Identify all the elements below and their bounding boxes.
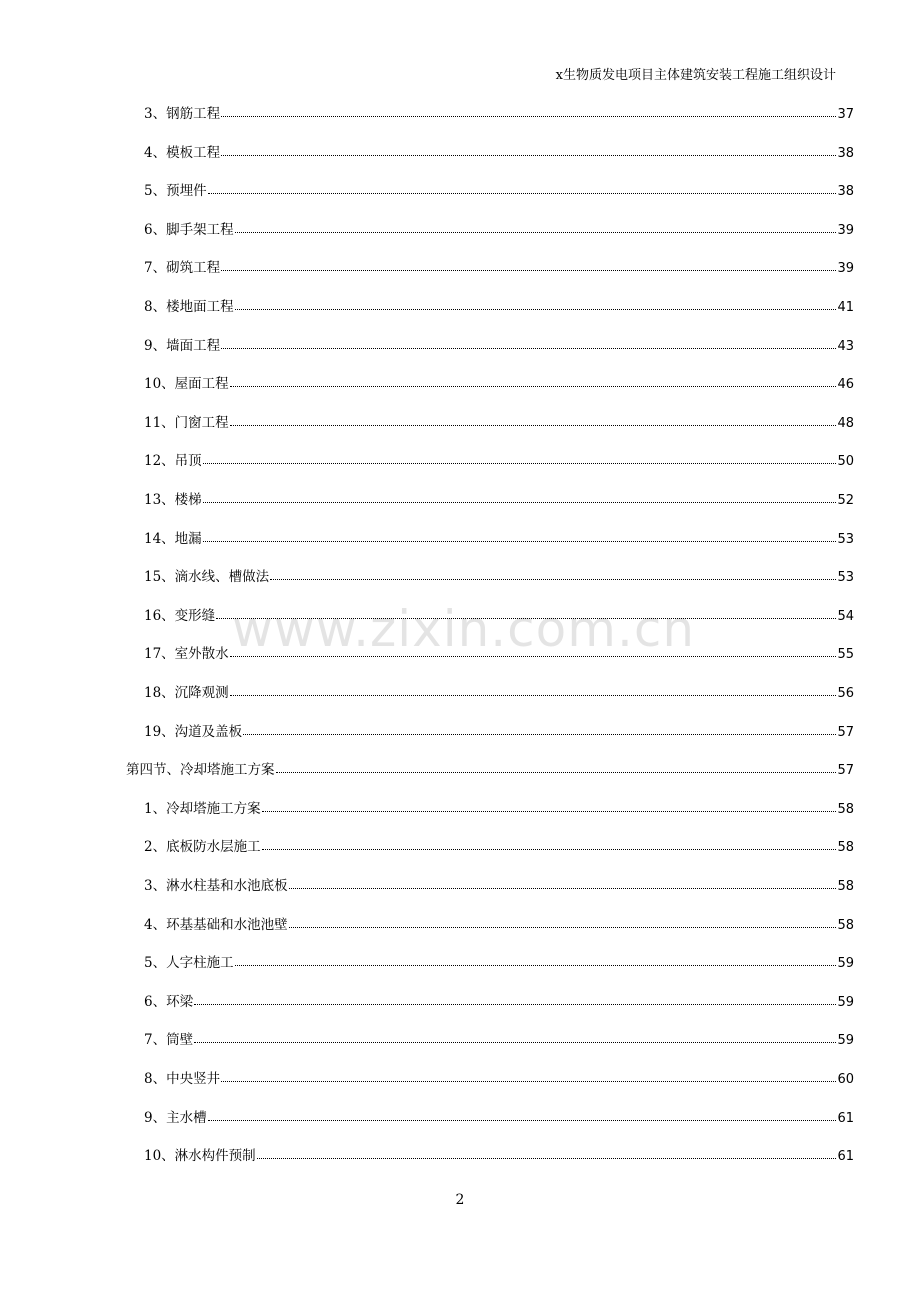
toc-entry-page-number: 61	[837, 1111, 854, 1126]
toc-entry-page-number: 55	[837, 647, 854, 662]
toc-dot-leader	[221, 270, 836, 271]
toc-entry-page-number: 43	[837, 339, 854, 354]
running-header: x生物质发电项目主体建筑安装工程施工组织设计	[555, 68, 836, 83]
toc-entry-page-number: 38	[837, 146, 854, 161]
toc-entry[interactable]	[144, 98, 854, 122]
toc-entry-page-number: 53	[837, 532, 854, 547]
toc-entry[interactable]	[144, 523, 854, 547]
toc-dot-leader	[289, 927, 837, 928]
toc-entry[interactable]	[144, 484, 854, 508]
toc-entry-page-number: 58	[837, 879, 854, 894]
toc-dot-leader	[221, 1081, 836, 1082]
toc-entry-page-number: 58	[837, 802, 854, 817]
toc-dot-leader	[208, 1120, 837, 1121]
toc-entry[interactable]	[144, 909, 854, 933]
toc-entry-page-number: 46	[837, 377, 854, 392]
toc-dot-leader	[262, 849, 837, 850]
toc-entry-title: 7、砌筑工程	[144, 260, 221, 276]
toc-entry-page-number: 59	[837, 956, 854, 971]
toc-entry-page-number: 39	[837, 223, 854, 238]
toc-section-entry[interactable]	[126, 754, 854, 778]
toc-entry-page-number: 53	[837, 570, 854, 585]
toc-dot-leader	[203, 463, 837, 464]
toc-entry-title: 6、环梁	[144, 994, 194, 1010]
toc-entry-title: 2、底板防水层施工	[144, 839, 261, 855]
toc-dot-leader	[230, 425, 837, 426]
toc-entry-title: 第四节、冷却塔施工方案	[126, 762, 275, 778]
toc-dot-leader	[276, 772, 837, 773]
toc-entry-page-number: 37	[837, 107, 854, 122]
toc-entry-title: 18、沉降观测	[144, 685, 229, 701]
toc-entry[interactable]	[144, 561, 854, 585]
toc-entry-page-number: 59	[837, 995, 854, 1010]
toc-dot-leader	[270, 579, 836, 580]
toc-entry-title: 7、筒壁	[144, 1032, 194, 1048]
toc-entry[interactable]	[144, 214, 854, 238]
toc-entry[interactable]	[144, 445, 854, 469]
toc-entry-page-number: 61	[837, 1149, 854, 1164]
toc-entry[interactable]	[144, 330, 854, 354]
toc-dot-leader	[230, 386, 837, 387]
toc-entry[interactable]	[144, 1063, 854, 1087]
toc-entry-title: 8、中央竖井	[144, 1071, 221, 1087]
toc-dot-leader	[257, 1158, 837, 1159]
toc-entry-title: 9、主水槽	[144, 1110, 207, 1126]
toc-entry[interactable]	[144, 677, 854, 701]
toc-entry-title: 3、钢筋工程	[144, 106, 221, 122]
toc-entry[interactable]	[144, 252, 854, 276]
toc-entry-page-number: 56	[837, 686, 854, 701]
toc-dot-leader	[208, 193, 837, 194]
toc-entry-title: 12、吊顶	[144, 453, 202, 469]
toc-entry-title: 6、脚手架工程	[144, 222, 234, 238]
toc-entry-title: 10、屋面工程	[144, 376, 229, 392]
toc-entry-title: 3、淋水柱基和水池底板	[144, 878, 288, 894]
toc-dot-leader	[203, 502, 837, 503]
toc-dot-leader	[235, 309, 837, 310]
page-number: 2	[455, 1192, 465, 1208]
toc-entry[interactable]	[144, 831, 854, 855]
toc-entry[interactable]	[144, 1140, 854, 1164]
toc-entry[interactable]	[144, 291, 854, 315]
toc-dot-leader	[243, 734, 836, 735]
toc-dot-leader	[194, 1042, 836, 1043]
toc-dot-leader	[230, 695, 837, 696]
toc-entry-title: 11、门窗工程	[144, 415, 229, 431]
toc-entry-title: 5、人字柱施工	[144, 955, 234, 971]
toc-dot-leader	[221, 155, 836, 156]
toc-entry-page-number: 57	[837, 763, 854, 778]
toc-dot-leader	[203, 541, 837, 542]
toc-dot-leader	[235, 232, 837, 233]
toc-dot-leader	[221, 348, 836, 349]
toc-dot-leader	[235, 965, 837, 966]
toc-dot-leader	[262, 811, 837, 812]
toc-entry-page-number: 48	[837, 416, 854, 431]
toc-entry-page-number: 58	[837, 918, 854, 933]
toc-entry-page-number: 39	[837, 261, 854, 276]
toc-entry-page-number: 38	[837, 184, 854, 199]
toc-entry-page-number: 60	[837, 1072, 854, 1087]
toc-entry[interactable]	[144, 870, 854, 894]
toc-entry-title: 10、淋水构件预制	[144, 1148, 256, 1164]
toc-entry[interactable]	[144, 1024, 854, 1048]
toc-entry-title: 19、沟道及盖板	[144, 724, 243, 740]
toc-entry[interactable]	[144, 175, 854, 199]
toc-entry[interactable]	[144, 986, 854, 1010]
toc-entry[interactable]	[144, 137, 854, 161]
toc-entry-title: 15、滴水线、槽做法	[144, 569, 270, 585]
toc-entry[interactable]	[144, 368, 854, 392]
toc-entry-title: 4、环基基础和水池池壁	[144, 917, 288, 933]
toc-entry-page-number: 57	[837, 725, 854, 740]
toc-dot-leader	[289, 888, 837, 889]
toc-entry[interactable]	[144, 793, 854, 817]
toc-entry-title: 8、楼地面工程	[144, 299, 234, 315]
toc-entry[interactable]	[144, 716, 854, 740]
toc-entry[interactable]	[144, 1102, 854, 1126]
toc-dot-leader	[194, 1004, 836, 1005]
toc-entry-page-number: 58	[837, 840, 854, 855]
watermark: www.zixin.com.cn	[232, 600, 696, 658]
toc-dot-leader	[221, 116, 836, 117]
toc-entry[interactable]	[144, 407, 854, 431]
toc-entry-page-number: 41	[837, 300, 854, 315]
toc-entry-page-number: 50	[837, 454, 854, 469]
toc-entry-title: 5、预埋件	[144, 183, 207, 199]
toc-entry-page-number: 54	[837, 609, 854, 624]
toc-entry-title: 14、地漏	[144, 531, 202, 547]
toc-entry-page-number: 52	[837, 493, 854, 508]
toc-entry-title: 4、模板工程	[144, 145, 221, 161]
toc-entry-title: 1、冷却塔施工方案	[144, 801, 261, 817]
toc-entry-page-number: 59	[837, 1033, 854, 1048]
toc-entry-title: 9、墙面工程	[144, 338, 221, 354]
toc-entry-title: 13、楼梯	[144, 492, 202, 508]
toc-entry-title: 17、室外散水	[144, 646, 229, 662]
toc-entry[interactable]	[144, 947, 854, 971]
toc-entry-title: 16、变形缝	[144, 608, 216, 624]
